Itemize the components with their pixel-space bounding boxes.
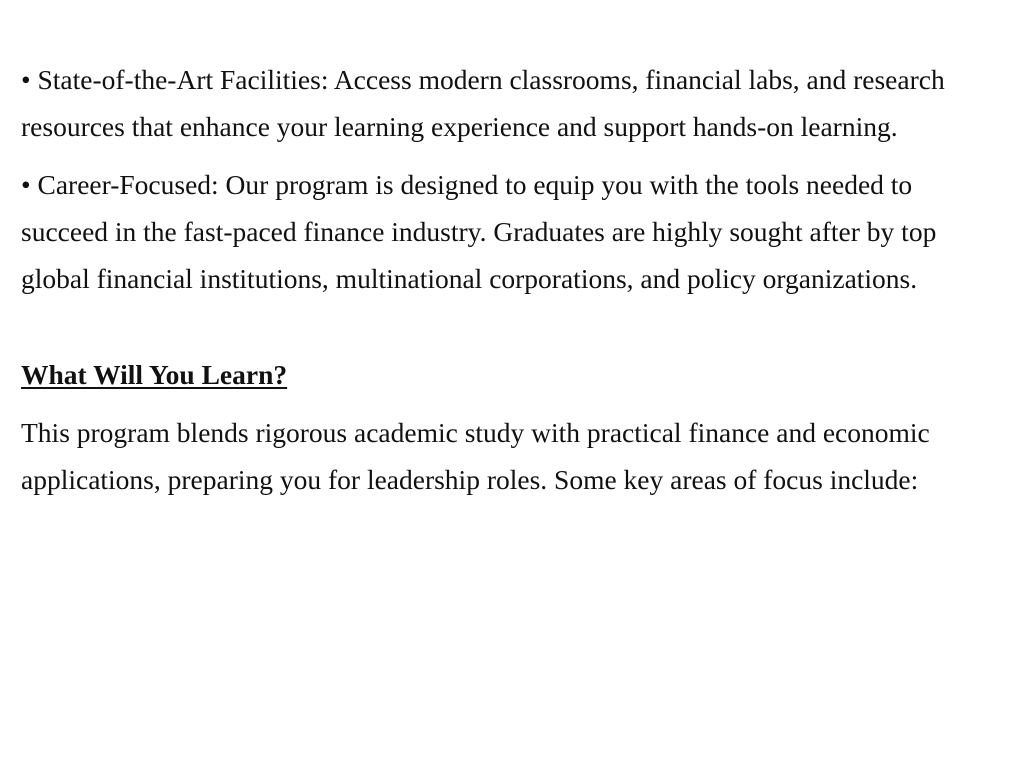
section-spacer bbox=[21, 302, 996, 351]
document-body bbox=[21, 56, 996, 503]
bullet-facilities: • State-of-the-Art Facilities: Access modern classrooms, financial labs, and research resources that enhance your learning experience and support hands-on learning. bbox=[21, 64, 945, 142]
bullet-career-focused: • Career-Focused: Our program is designed to equip you with the tools needed to succeed in the fast-paced finance industry. Graduates are highly sought after by top global financial institutions, multinational corporations, and policy organizations. bbox=[21, 169, 937, 294]
section-heading: What Will You Learn? bbox=[21, 359, 288, 390]
section-intro: This program blends rigorous academic study with practical finance and economic applications, preparing you for leadership roles. Some key areas of focus include: bbox=[21, 417, 930, 495]
